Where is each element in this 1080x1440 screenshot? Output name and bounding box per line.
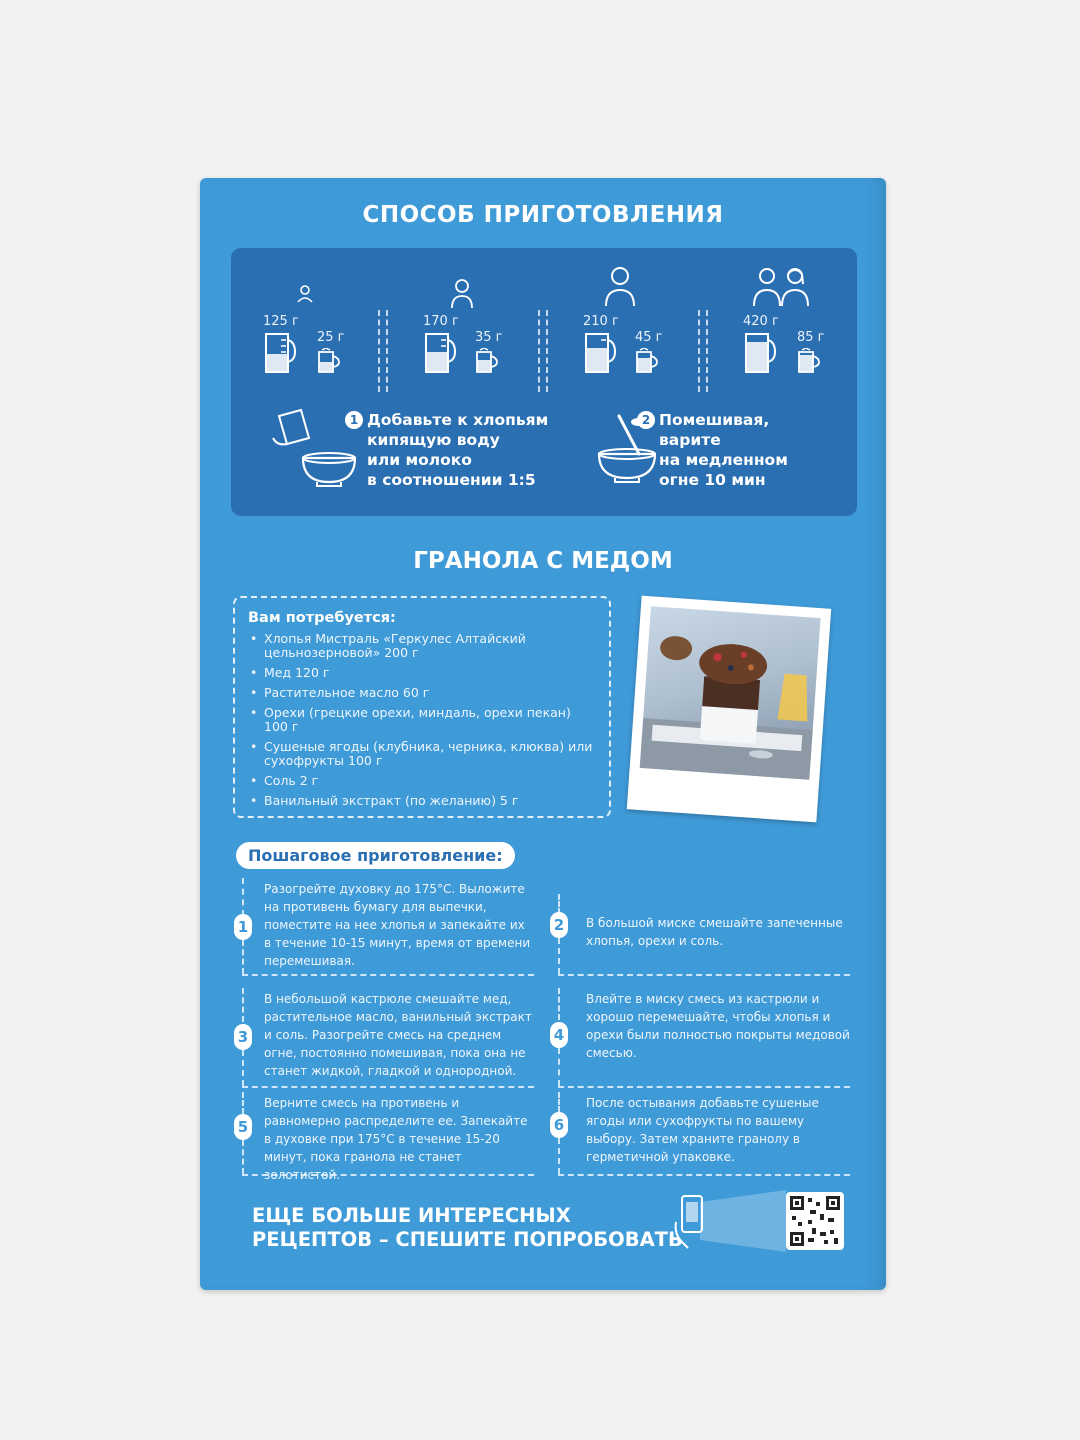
ingredient-item: • Мед 120 г (248, 666, 598, 680)
measuring-jug-icon (583, 332, 617, 374)
recipe-step-6 (550, 1092, 850, 1176)
adult-icon (603, 262, 637, 310)
portion-2 (419, 276, 549, 386)
prep-step-2-text: 2 Помешивая, варите на медленном огне 10 мин (637, 410, 788, 490)
step-number-badge: 2 (550, 912, 568, 938)
dashed-divider (378, 310, 388, 392)
cup-icon (797, 348, 821, 374)
step-text: Влейте в миску смесь из кастрюли и хорошо перемешайте, чтобы хлопья и орехи были полностью покрыты медовой смесью. (586, 992, 850, 1060)
step-text: В большой миске смешайте запеченные хлопья, орехи и соль. (586, 916, 843, 948)
steps-heading: Пошаговое приготовление: (236, 842, 515, 869)
child-icon (295, 276, 315, 312)
ingredients-list (248, 632, 598, 814)
dashed-divider (698, 310, 708, 392)
step-number-badge: 5 (234, 1114, 252, 1140)
granola-photo (627, 596, 831, 823)
step-number-badge: 6 (550, 1112, 568, 1138)
water-amount: 170 г (423, 314, 459, 329)
dashed-divider (538, 310, 548, 392)
measuring-jug-icon (423, 332, 457, 374)
water-amount: 420 г (743, 314, 779, 329)
ingredient-item: • Хлопья Мистраль «Геркулес Алтайский цельнозерновой» 200 г (248, 632, 598, 660)
step-number-badge: 1 (345, 411, 363, 429)
measuring-jug-icon (263, 332, 297, 374)
flakes-amount: 85 г (797, 330, 825, 345)
measuring-jug-icon (743, 332, 777, 374)
portion-3 (579, 276, 709, 386)
recipe-title: ГРАНОЛА С МЕДОМ (413, 548, 673, 574)
ingredient-item: • Ванильный экстракт (по желанию) 5 г (248, 794, 598, 808)
step-text: После остывания добавьте сушеные ягоды или сухофрукты по вашему выбору. Затем храните гранолу в герметичной упаковке. (586, 1096, 819, 1164)
teen-icon (449, 276, 475, 312)
flakes-amount: 35 г (475, 330, 503, 345)
ingredient-item: • Соль 2 г (248, 774, 598, 788)
phone-scan-icon (670, 1188, 790, 1254)
step-number-badge: 1 (234, 914, 252, 940)
water-amount: 125 г (263, 314, 299, 329)
step-text: В небольшой кастрюле смешайте мед, растительное масло, ванильный экстракт и соль. Разогрейте смесь на среднем огне, постоянно помешивая, пока она не станет жидкой, гладкой и однородной. (264, 992, 532, 1078)
two-adults-icon (749, 262, 813, 310)
step-number-badge: 3 (234, 1024, 252, 1050)
ingredient-item: • Растительное масло 60 г (248, 686, 598, 700)
ingredient-item: • Орехи (грецкие орехи, миндаль, орехи пекан) 100 г (248, 706, 598, 734)
cereal-box-back (200, 178, 886, 1290)
granola-glass-illustration (640, 606, 821, 779)
cup-icon (635, 348, 659, 374)
recipe-step-4 (550, 988, 850, 1088)
preparation-title: СПОСОБ ПРИГОТОВЛЕНИЯ (362, 202, 724, 228)
cup-icon (475, 348, 499, 374)
footer-promo: ЕЩЕ БОЛЬШЕ ИНТЕРЕСНЫХ РЕЦЕПТОВ – СПЕШИТЕ ПОПРОБОВАТЬ (252, 1204, 683, 1251)
flakes-amount: 45 г (635, 330, 663, 345)
recipe-step-2 (550, 894, 850, 976)
ingredient-item: • Сушеные ягоды (клубника, черника, клюква) или сухофрукты 100 г (248, 740, 598, 768)
portion-4 (739, 276, 869, 386)
ingredients-box (233, 596, 611, 818)
portion-1 (259, 276, 389, 386)
recipe-step-1 (234, 878, 534, 976)
cup-icon (317, 348, 341, 374)
photo-scene (640, 606, 821, 779)
step-number-badge: 4 (550, 1022, 568, 1048)
water-amount: 210 г (583, 314, 619, 329)
flakes-amount: 25 г (317, 330, 345, 345)
step-number-badge: 2 (637, 411, 655, 429)
qr-code[interactable] (786, 1192, 844, 1250)
preparation-panel (231, 248, 857, 516)
recipe-step-3 (234, 988, 534, 1088)
qr-code-icon (790, 1196, 840, 1246)
step-text: Разогрейте духовку до 175°C. Выложите на противень бумагу для выпечки, поместите на нее хлопья и запекайте их в течение 10-15 минут, время от времени перемешивая. (264, 882, 531, 968)
step-text: Верните смесь на противень и равномерно распределите ее. Запекайте в духовке при 175°C в течение 15-20 минут, пока гранола не станет золотистой. (264, 1096, 528, 1182)
ingredients-heading: Вам потребуется: (248, 610, 396, 626)
recipe-step-5 (234, 1092, 534, 1182)
prep-step-1-text: 1 Добавьте к хлопьям кипящую воду или молоко в соотношении 1:5 (345, 410, 548, 490)
